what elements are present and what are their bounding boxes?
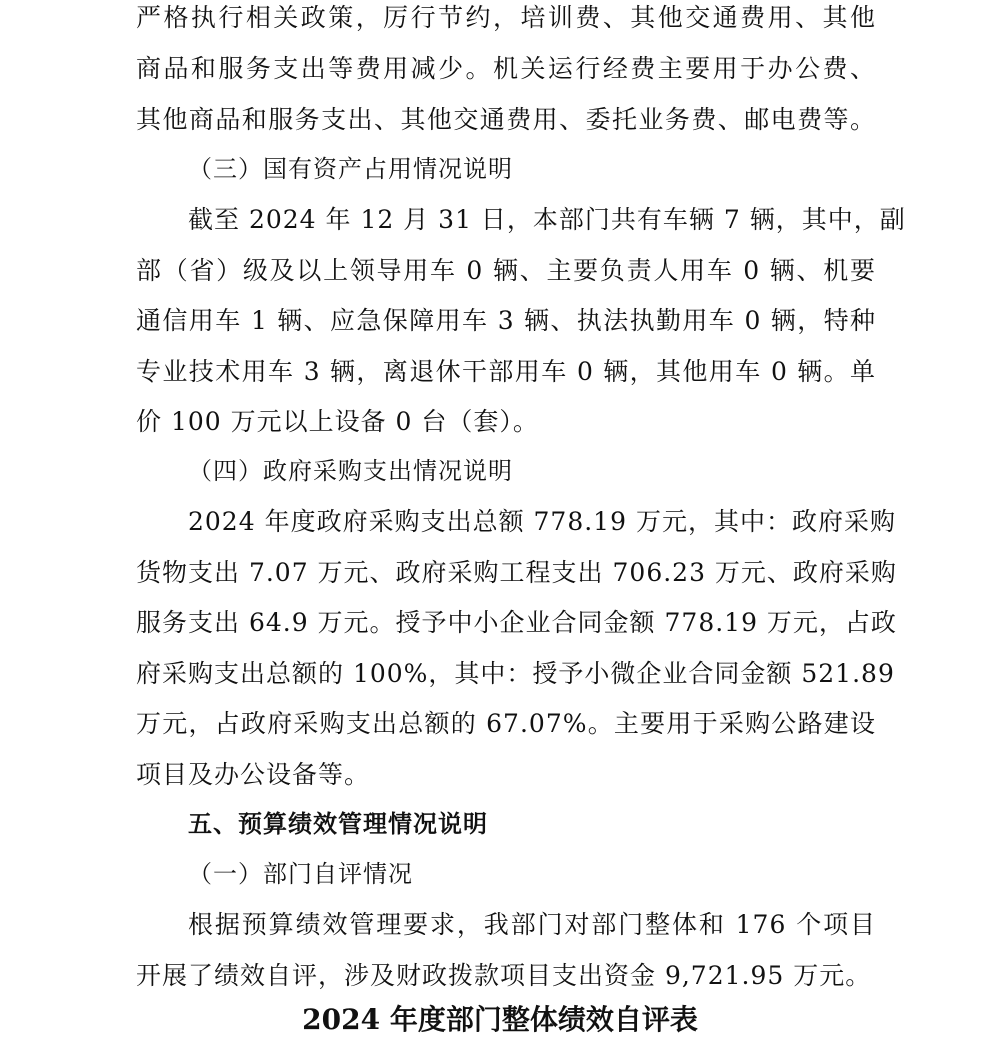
paragraph-line: 货物支出 7.07 万元、政府采购工程支出 706.23 万元、政府采购 [136,558,897,587]
section-heading-assets: （三）国有资产占用情况说明 [188,155,513,183]
paragraph-line: 项目及办公设备等。 [136,760,371,789]
paragraph-line: 万元，占政府采购支出总额的 67.07%。主要用于采购公路建设 [136,709,876,738]
paragraph-line: 价 100 万元以上设备 0 台（套）。 [136,407,539,436]
paragraph-line: 严格执行相关政策，厉行节约，培训费、其他交通费用、其他 [136,3,876,32]
section-heading-procurement: （四）政府采购支出情况说明 [188,457,513,485]
paragraph-line: 其他商品和服务支出、其他交通费用、委托业务费、邮电费等。 [136,105,876,134]
paragraph-line: 通信用车 1 辆、应急保障用车 3 辆、执法执勤用车 0 辆，特种 [136,306,876,335]
paragraph-line: 开展了绩效自评，涉及财政拨款项目支出资金 9,721.95 万元。 [136,961,872,990]
section-heading-self-evaluation: （一）部门自评情况 [188,860,413,888]
paragraph-line: 服务支出 64.9 万元。授予中小企业合同金额 778.19 万元，占政 [136,608,897,637]
paragraph-line: 府采购支出总额的 100%，其中：授予小微企业合同金额 521.89 [136,659,895,688]
table-title: 2024 年度部门整体绩效自评表 [302,1003,698,1036]
paragraph-line: 截至 2024 年 12 月 31 日，本部门共有车辆 7 辆，其中，副 [188,205,906,234]
paragraph-line: 专业技术用车 3 辆，离退休干部用车 0 辆，其他用车 0 辆。单 [136,357,876,386]
paragraph-line: 商品和服务支出等费用减少。机关运行经费主要用于办公费、 [136,54,876,83]
paragraph-line: 2024 年度政府采购支出总额 778.19 万元，其中：政府采购 [188,507,896,536]
chapter-heading-performance: 五、预算绩效管理情况说明 [188,810,488,838]
paragraph-line: 根据预算绩效管理要求，我部门对部门整体和 176 个项目 [188,910,876,939]
paragraph-line: 部（省）级及以上领导用车 0 辆、主要负责人用车 0 辆、机要 [136,256,876,285]
